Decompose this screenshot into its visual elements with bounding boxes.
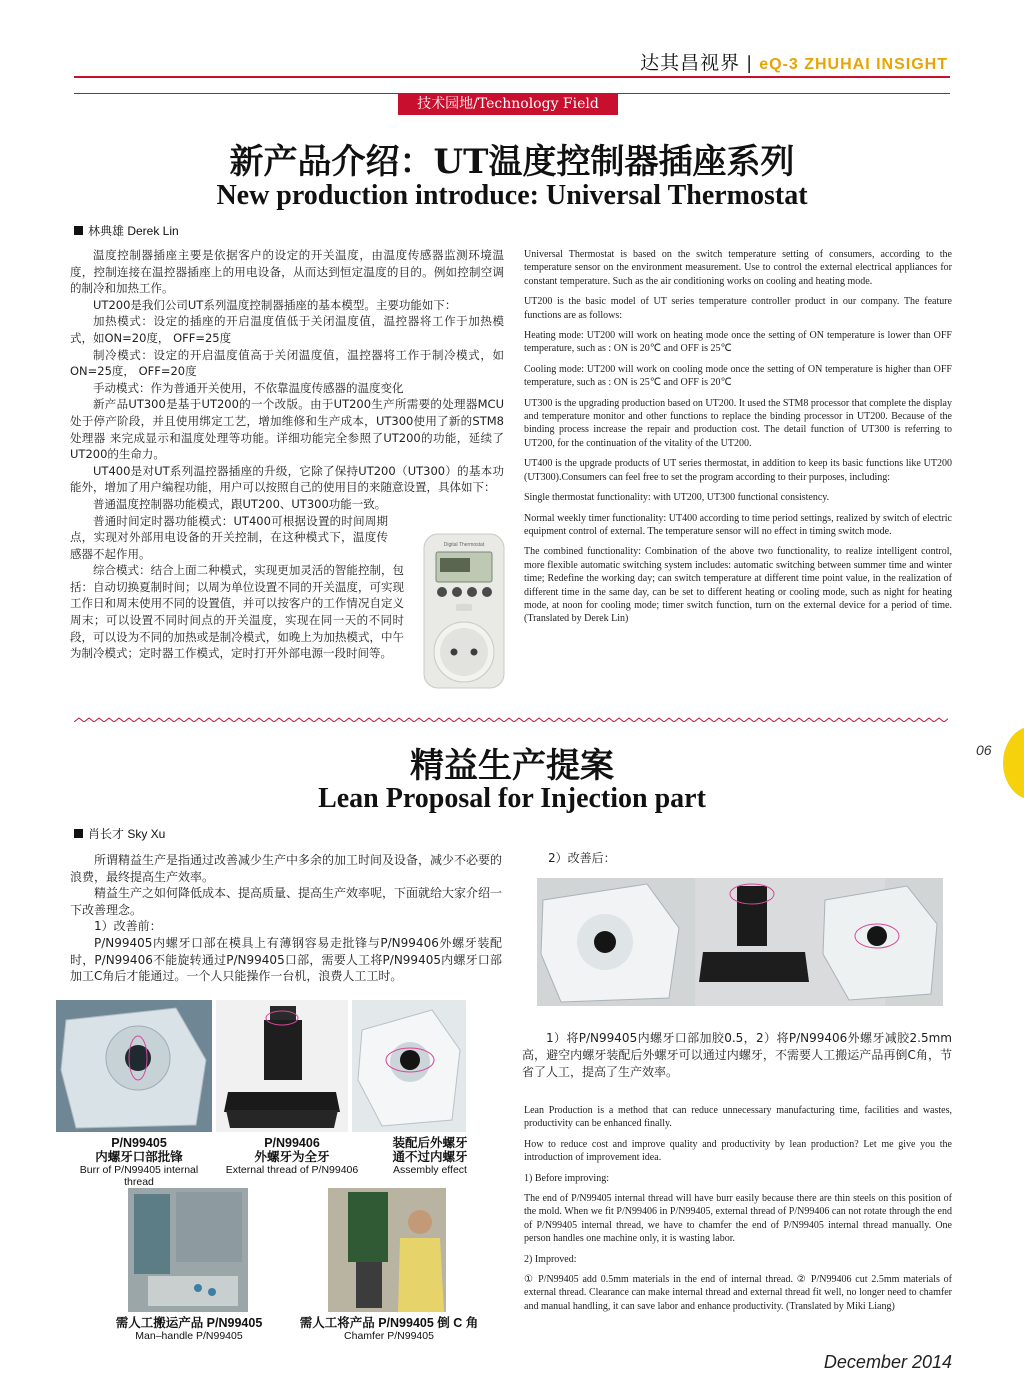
section-tab: 技术园地/Technology Field (398, 93, 618, 115)
caption-external-thread: P/N99406 外螺牙为全牙 External thread of P/N99406 (225, 1136, 359, 1176)
zigzag-divider (74, 712, 948, 722)
caption-assembly: 装配后外螺牙 通不过内螺牙 Assembly effect (392, 1136, 468, 1176)
brand-chinese: 达其昌视界 (640, 52, 741, 74)
paragraph: 2) Improved: (524, 1253, 577, 1265)
article1-title-en: New production introduce: Universal Thermostat (216, 180, 808, 211)
paragraph: UT400 is the upgrade products of UT series thermostat, in addition to keep its basic functions like UT200 (UT300).Consumers can feel free to set the program according to their purposes, including: (524, 458, 952, 483)
paragraph: 手动模式：作为普通开关使用，不依靠温度传感器的温度变化 (93, 380, 404, 395)
paragraph: 普通时间定时器功能模式：UT400可根据设置的时间周期点，实现对外部用电设备的开关控制，在这种模式下，温度传感器不起作用。 (70, 513, 388, 561)
magazine-brand (640, 48, 948, 75)
article1-en-column (524, 248, 952, 633)
device-label: Digital Thermostat (443, 542, 485, 548)
issue-date: December 2014 (823, 1352, 952, 1372)
caption-burr: P/N99405 内螺牙口部批锋 Burr of P/N99405 internal thread (79, 1136, 199, 1188)
article1-author: 林典雄 Derek Lin (88, 224, 179, 238)
paragraph: UT200 is the basic model of UT series temperature controller product in our company. The feature functions are as follows: (524, 296, 952, 321)
article2-cn-intro (70, 852, 502, 985)
paragraph: UT300 is the upgrading production based on UT200. It used the STM8 processor that complete the display and temperature monitor and other functions to replace the binding processor in UT200. Because of the binding process increase the repair and production cost. The detail function of UT300 is referring to UT200, for the continuation of the vitality of the UT200. (524, 397, 952, 449)
article2-author: 肖长才 Sky Xu (88, 827, 166, 841)
paragraph: Heating mode: UT200 will work on heating mode once the setting of ON temperature is lower than OFF temperature, such as : ON is 20℃ and OFF is 25℃ (524, 330, 952, 355)
paragraph: 温度控制器插座主要是依据客户的设定的开关温度，由温度传感器监测环境温度，控制连接在温控器插座上的用电设备，从而达到恒定温度的目的。例如控制空调的制冷和加热工作。 (70, 248, 504, 296)
paragraph: 1）改善前： (94, 919, 162, 934)
paragraph: 1) Before improving: (524, 1172, 609, 1184)
paragraph: 综合模式：结合上面二种模式，实现更加灵活的智能控制，包括：自动切换夏制时间；以周为单位设置不同的开关温度，可实现工作日和周末使用不同的设置值，并可以按客户的工作情况自定义周末；可以设置不同时间点的开关温度，实现在同一天的不同时段，可以设为不同的加热或是制冷模式，如晚上为加热模式，中午为制冷模式；定时器工作模式，定时打开外部电源一段时间等。 (70, 563, 404, 661)
paragraph: 1）将P/N99405内螺牙口部加胶0.5，2）将P/N99406外螺牙减胶2.5mm高，避空内螺牙装配后外螺牙可以通过内螺牙，不需要人工搬运产品再倒C角，节省了人工，提高了生产效率。 (522, 1031, 952, 1079)
paragraph: How to reduce cost and improve quality and productivity by lean production? Let me give you the introduction of improvement idea. (524, 1138, 952, 1164)
brand-english: eQ-3 ZHUHAI INSIGHT (759, 56, 948, 73)
paragraph: 普通温度控制器功能模式，跟UT200、UT300功能一致。 (93, 496, 387, 511)
photo-burr-p99405 (56, 1000, 212, 1132)
header-rule (74, 76, 950, 78)
paragraph: 所谓精益生产是指通过改善减少生产中多余的加工时间及设备，减少不必要的浪费，最终提高生产效率。 (70, 853, 503, 884)
article1-title-cn: 新产品介绍：UT温度控制器插座系列 (229, 142, 795, 182)
paragraph: The end of P/N99405 internal thread will have burr easily because there are thin steels on this position of the mold. When we fit P/N99406 in P/N99405, external thread of P/N99406 can not rotate through the end of P/N99405 internal thread, we have to chamfer the end of P/N99405 internal thread manually. One person handles one machine only, it is wasting labor. (524, 1193, 952, 1245)
paragraph: Lean Production is a method that can reduce unnecessary manufacturing time, facilities and wastes, productivity can be enhanced finally. (524, 1105, 952, 1130)
paragraph: Cooling mode: UT200 will work on cooling mode once the setting of ON temperature is higher than OFF temperature, such as : ON is 25℃ and OFF is 20℃ (524, 363, 952, 389)
page-number: 06 (976, 742, 992, 758)
paragraph: 加热模式：设定的插座的开启温度值低于关闭温度值，温控器将工作于加热模式，如ON=20度， OFF=25度 (70, 314, 504, 345)
photo-assembly-effect (352, 1000, 466, 1132)
photo-man-handle (128, 1188, 248, 1312)
byline-square-icon (74, 226, 83, 235)
paragraph: 新产品UT300是基于UT200的一个改版。由于UT200生产所需要的处理器MCU处于停产阶段，并且使用绑定工艺，增加维修和生产成本，UT300使用了新的STM8处理器 来完成显示和温度处理等功能。详细功能完全参照了UT200的功能，延续了UT200的生命力。 (70, 397, 504, 462)
thermostat-photo (420, 530, 508, 692)
article2-title-cn: 精益生产提案 (410, 746, 614, 786)
paragraph: P/N99405内螺牙口部在模具上有薄钢容易走批锋与P/N99406外螺牙装配时，P/N99406不能旋转通过P/N99405口部，需要人工将P/N99405内螺牙口部加工C角后才能通过。一个人只能操作一台机，浪费人工工时。 (70, 935, 502, 984)
article1-byline (74, 222, 179, 239)
article2-title-en: Lean Proposal for Injection part (318, 783, 706, 814)
improved-text-cn (522, 1030, 952, 1081)
paragraph: 制冷模式：设定的开启温度值高于关闭温度值，温控器将工作于制冷模式，如ON=25度， OFF=20度 (70, 347, 504, 379)
paragraph: UT200是我们公司UT系列温度控制器插座的基本模型。主要功能如下： (93, 297, 457, 312)
byline-square-icon (74, 829, 83, 838)
photo-chamfer (328, 1188, 446, 1312)
caption-chamfer: 需人工将产品 P/N99405 倒 C 角 Chamfer P/N99405 (299, 1316, 479, 1342)
paragraph: 精益生产之如何降低成本、提高质量、提高生产效率呢，下面就给大家介绍一下改善理念。 (70, 886, 503, 917)
article2-byline (74, 825, 165, 842)
photo-thread-p99406 (216, 1000, 348, 1132)
caption-man-handle: 需人工搬运产品 P/N99405 Man–handle P/N99405 (115, 1316, 263, 1342)
paragraph: Single thermostat functionality: with UT200, UT300 functional consistency. (524, 492, 830, 504)
paragraph: The combined functionality: Combination of the above two functionality, to realize intelligent control, more flexible automatic switching system includes: automatic switching between summer time and winter time; Redefine the working day; can switch temperature at different time point value, in the realization of different time in the same day, can be set to different heating or cooling mode, such as night for heating mode, at noon for cooling mode; timer switch function, turn on the external device for a period of time.(Translated by Derek Lin) (524, 546, 952, 625)
paragraph: ① P/N99405 add 0.5mm materials in the end of internal thread. ② P/N99406 cut 2.5mm materials of external thread. Clearance can make internal thread and external thread fit well, no longer need to chamfer and manual handling, it can save labor and enhance productivity. (Translated by Miki Liang) (524, 1274, 952, 1312)
brand-separator: | (746, 53, 754, 74)
improved-heading: 2）改善后： (548, 851, 616, 865)
photo-improved-parts (537, 878, 943, 1006)
article2-en-column (524, 1104, 952, 1320)
paragraph: Normal weekly timer functionality: UT400 according to time period settings, realized by switch of electric equipment control of external. The temperature sensor will no effect in timing switch mode. (524, 512, 952, 537)
paragraph: Universal Thermostat is based on the switch temperature setting of consumers, according to the temperature sensor on the environment measurement. Use to control the external electrical appliances for constant temperature. Such as the air conditioning works on cooling and heating mode. (524, 249, 952, 287)
paragraph: UT400是对UT系列温控器插座的升级，它除了保持UT200（UT300）的基本功能外，增加了用户编程功能，用户可以按照自己的使用目的来随意设置，具体如下： (70, 463, 504, 495)
